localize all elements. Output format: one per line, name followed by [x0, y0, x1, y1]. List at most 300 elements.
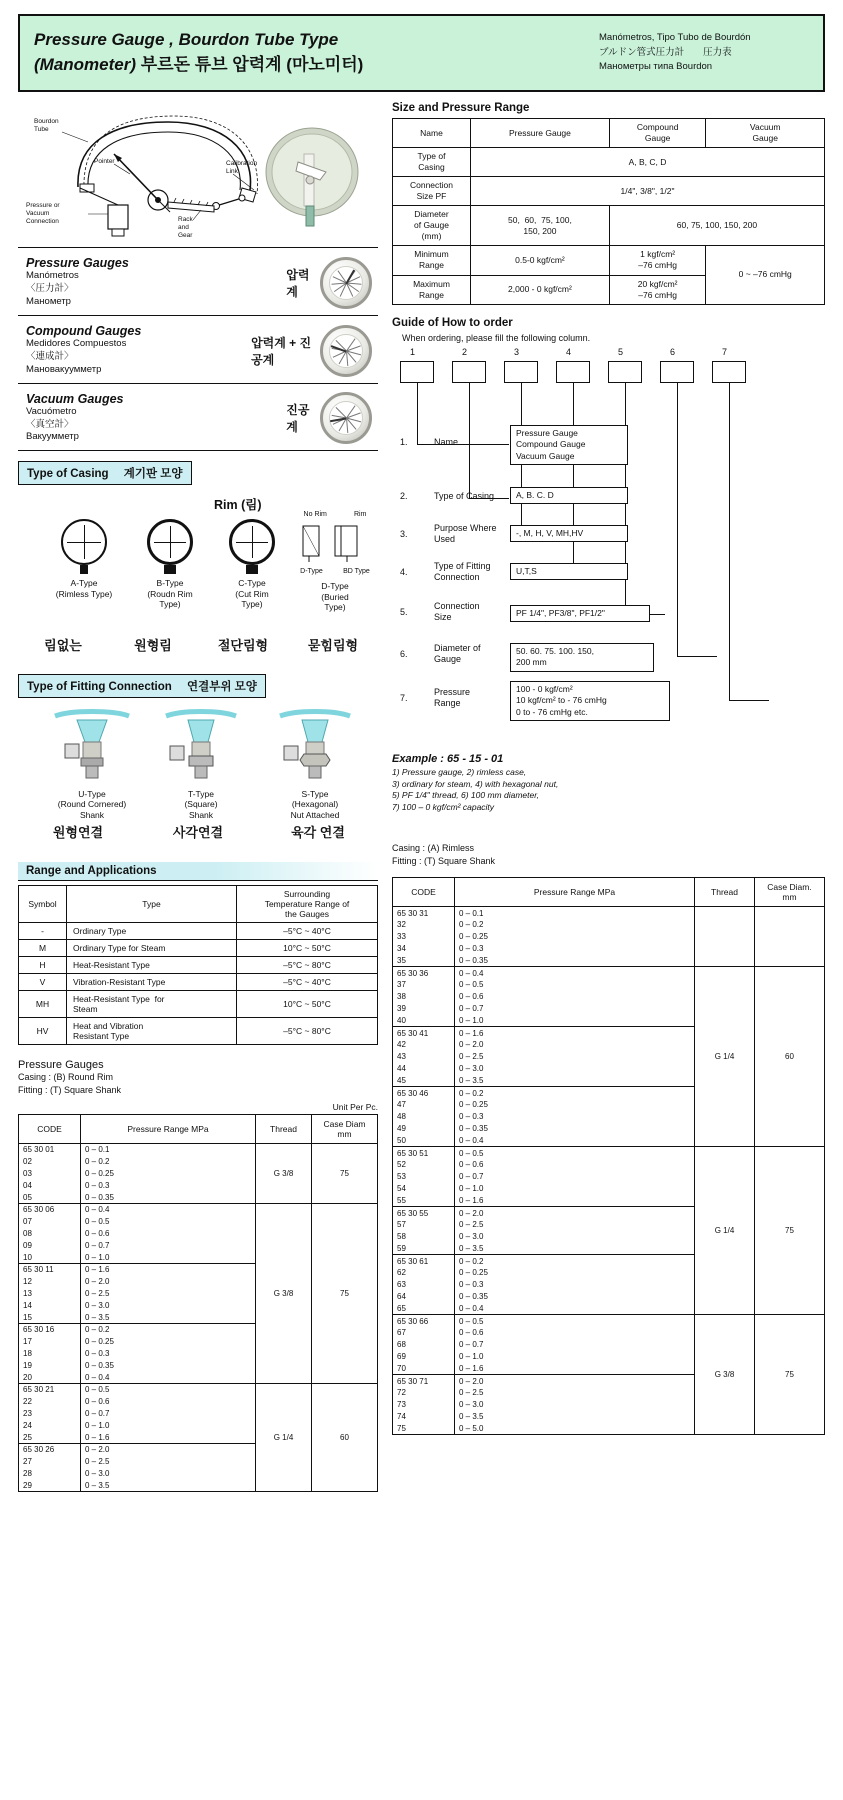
col-pressure-gauge: Pressure Gauge — [471, 119, 610, 148]
order-input-box-7[interactable] — [712, 361, 746, 383]
cell-case-diameter — [755, 907, 825, 967]
cell-connection-size: 1/4", 3/8", 1/2" — [471, 177, 825, 206]
cell-pressure-range: 0 – 2.0 — [455, 1039, 695, 1051]
cell-symbol: V — [19, 974, 67, 991]
table-row — [393, 177, 825, 206]
cell-pressure-range: 0 – 0.25 — [455, 1099, 695, 1111]
cell-code: 40 — [393, 1015, 455, 1027]
gauge-subtitles: Medidores Compuestos 〈連成計〉 Мановакуумметр — [26, 338, 127, 375]
cell-pressure-range: 0 – 3.5 — [81, 1480, 256, 1492]
cell-code: 25 — [19, 1432, 81, 1444]
cell-pressure-range: 0 – 0.2 — [455, 1255, 695, 1267]
cell-code: 73 — [393, 1399, 455, 1411]
cell-casing-types: A, B, C, D — [471, 148, 825, 177]
cell-pressure-range: 0 – 0.6 — [81, 1396, 256, 1408]
cell-code: 35 — [393, 955, 455, 967]
left-table-casing: Casing : (B) Round Rim — [18, 1072, 114, 1082]
cell-code: 27 — [19, 1456, 81, 1468]
cell-pressure-range: 0 – 0.2 — [455, 1087, 695, 1099]
gauge-photo-compound — [320, 325, 372, 377]
header-title-line2-en: (Manometer) — [34, 55, 137, 74]
cell-min-compound: 1 kgf/cm² –76 cmHg — [609, 246, 706, 275]
order-row-value-diameter: 50. 60. 75. 100. 150, 200 mm — [510, 643, 654, 672]
cell-pressure-range: 0 – 3.5 — [455, 1411, 695, 1423]
cell-symbol: MH — [19, 991, 67, 1018]
casing-types-group — [18, 489, 378, 664]
cell-code: 65 30 61 — [393, 1255, 455, 1267]
casing-type-b-caption: B-Type (Roudn Rim Type) — [147, 578, 193, 610]
order-row-value-casing: A, B. C. D — [510, 487, 628, 504]
cell-code: 47 — [393, 1099, 455, 1111]
casing-kor-c: 절단림형 — [217, 638, 269, 653]
order-input-box-3[interactable] — [504, 361, 538, 383]
cell-pressure-range: 0 – 0.25 — [81, 1336, 256, 1348]
order-num-7: 7 — [722, 346, 728, 357]
cell-code: 32 — [393, 919, 455, 931]
cell-temp: –5°C ~ 80°C — [237, 1018, 378, 1045]
table-row — [393, 907, 825, 919]
cell-code: 10 — [19, 1252, 81, 1264]
right-code-body — [393, 907, 825, 1435]
cell-pressure-range: 0 – 2.0 — [81, 1444, 256, 1456]
header-title-block — [34, 28, 363, 77]
order-row-label-pressure-range: Pressure Range — [434, 686, 471, 709]
cell-max-pressure: 2,000 - 0 kgf/cm² — [471, 275, 610, 304]
cell-thread: G 3/8 — [695, 1315, 755, 1435]
fitting-t-caption: T-Type (Square) Shank — [184, 788, 218, 820]
order-num-1: 1 — [410, 346, 416, 357]
cell-code: 55 — [393, 1195, 455, 1207]
cell-code: 65 30 66 — [393, 1315, 455, 1327]
cell-case-diameter: 75 — [755, 1147, 825, 1315]
section-range-applications: Range and Applications — [18, 862, 378, 881]
cell-pressure-range: 0 – 3.0 — [81, 1300, 256, 1312]
cell-temp: –5°C ~ 80°C — [237, 957, 378, 974]
cell-code: 65 30 26 — [19, 1444, 81, 1456]
cell-pressure-range: 0 – 0.7 — [455, 1339, 695, 1351]
bourdon-diagram-svg — [18, 102, 378, 247]
cell-pressure-range: 0 – 2.5 — [455, 1387, 695, 1399]
cell-code: 15 — [19, 1312, 81, 1324]
cell-code: 38 — [393, 991, 455, 1003]
cell-pressure-range: 0 – 0.7 — [455, 1171, 695, 1183]
cell-pressure-range: 0 – 0.35 — [455, 955, 695, 967]
order-row-num-6: 6. — [400, 648, 408, 659]
casing-type-c-caption: C-Type (Cut Rim Type) — [235, 578, 269, 610]
page-header — [18, 14, 825, 92]
cell-temp: 10°C ~ 50°C — [237, 991, 378, 1018]
cell-code: 08 — [19, 1228, 81, 1240]
fitting-types-group — [18, 702, 378, 852]
col-thread: Thread — [256, 1115, 312, 1144]
cell-vacuum-range: 0 ~ –76 cmHg — [706, 246, 825, 304]
cell-code: 19 — [19, 1360, 81, 1372]
table-row — [19, 1204, 378, 1216]
cell-code: 69 — [393, 1351, 455, 1363]
cell-code: 13 — [19, 1288, 81, 1300]
table-row — [19, 923, 378, 940]
order-input-box-4[interactable] — [556, 361, 590, 383]
cell-pressure-range: 0 – 0.3 — [455, 943, 695, 955]
cell-code: 65 — [393, 1303, 455, 1315]
cell-pressure-range: 0 – 0.35 — [81, 1192, 256, 1204]
order-row-num-5: 5. — [400, 606, 408, 617]
row-label-connection-size: Connection Size PF — [393, 177, 471, 206]
row-label-max-range: Maximum Range — [393, 275, 471, 304]
table-row — [19, 974, 378, 991]
cell-code: 65 30 01 — [19, 1144, 81, 1156]
left-column — [18, 102, 378, 1492]
header-russian: Манометры типа Bourdon — [599, 61, 713, 73]
order-input-box-2[interactable] — [452, 361, 486, 383]
table-row — [393, 1315, 825, 1327]
order-row-label-casing: Type of Casing — [434, 490, 495, 501]
casing-type-a — [42, 519, 126, 599]
gauge-photo-pressure — [320, 257, 372, 309]
cell-pressure-range: 0 – 0.7 — [81, 1408, 256, 1420]
cell-code: 23 — [19, 1408, 81, 1420]
order-row-value-name: Pressure Gauge Compound Gauge Vacuum Gauge — [510, 425, 628, 465]
cell-pressure-range: 0 – 0.2 — [81, 1156, 256, 1168]
cell-pressure-range: 0 – 0.2 — [455, 919, 695, 931]
col-temp-range: Surrounding Temperature Range of the Gauges — [237, 886, 378, 923]
gauge-title: Compound Gauges — [26, 324, 142, 339]
casing-type-a-caption: A-Type (Rimless Type) — [55, 578, 113, 599]
order-row-value-pressure-range: 100 - 0 kgf/cm² 10 kgf/cm² to - 76 cmHg 0 to - 76 cmHg etc. — [510, 681, 670, 721]
col-thread: Thread — [695, 878, 755, 907]
cell-code: 37 — [393, 979, 455, 991]
cell-code: 64 — [393, 1291, 455, 1303]
cell-case-diameter: 75 — [755, 1315, 825, 1435]
cell-type: Ordinary Type — [67, 923, 237, 940]
cell-code: 65 30 36 — [393, 967, 455, 979]
order-guide-diagram — [392, 347, 825, 747]
cell-code: 65 30 21 — [19, 1384, 81, 1396]
fitting-label-kr: 연결부위 모양 — [187, 681, 257, 693]
cell-pressure-range: 0 – 0.4 — [81, 1204, 256, 1216]
cell-pressure-range: 0 – 0.4 — [455, 967, 695, 979]
content-columns — [18, 102, 825, 1492]
cell-pressure-range: 0 – 0.25 — [81, 1168, 256, 1180]
cell-pressure-range: 0 – 2.0 — [81, 1276, 256, 1288]
fitting-type-s — [254, 708, 376, 821]
range-applications-body — [19, 923, 378, 1045]
cell-pressure-range: 0 – 0.2 — [81, 1324, 256, 1336]
cell-pressure-range: 0 – 0.25 — [455, 931, 695, 943]
cell-pressure-range: 0 – 0.6 — [455, 991, 695, 1003]
cell-pressure-range: 0 – 1.0 — [81, 1252, 256, 1264]
cell-code: 65 30 16 — [19, 1324, 81, 1336]
cell-code: 62 — [393, 1267, 455, 1279]
order-input-box-1[interactable] — [400, 361, 434, 383]
order-num-2: 2 — [462, 346, 468, 357]
cell-type: Ordinary Type for Steam — [67, 940, 237, 957]
section-type-of-fitting — [18, 674, 266, 698]
cell-symbol: M — [19, 940, 67, 957]
casing-korean-row — [18, 635, 378, 654]
cell-code: 74 — [393, 1411, 455, 1423]
size-table-body — [393, 148, 825, 305]
cell-code: 29 — [19, 1480, 81, 1492]
s-type-icon — [260, 708, 370, 786]
row-label-min-range: Minimum Range — [393, 246, 471, 275]
cell-pressure-range: 0 – 0.7 — [81, 1240, 256, 1252]
order-input-box-5[interactable] — [608, 361, 642, 383]
right-code-table — [392, 877, 825, 1435]
table-row — [19, 957, 378, 974]
order-num-5: 5 — [618, 346, 624, 357]
casing-type-c — [210, 519, 294, 610]
cell-code: 43 — [393, 1051, 455, 1063]
cell-pressure-range: 0 – 1.0 — [455, 1183, 695, 1195]
gauge-korean-label: 압력계 + 진공계 — [251, 335, 312, 367]
cell-case-diameter: 60 — [312, 1384, 378, 1492]
cell-pressure-range: 0 – 1.6 — [81, 1264, 256, 1276]
cell-code: 18 — [19, 1348, 81, 1360]
header-spanish: Manómetros, Tipo Tubo de Bourdón — [599, 31, 751, 43]
cell-code: 65 30 06 — [19, 1204, 81, 1216]
bourdon-tube-diagram — [18, 102, 378, 247]
cell-type: Heat-Resistant Type for Steam — [67, 991, 237, 1018]
row-label-type-of-casing: Type of Casing — [393, 148, 471, 177]
order-row-num-4: 4. — [400, 566, 408, 577]
cell-pressure-range: 0 – 0.35 — [81, 1360, 256, 1372]
cell-pressure-range: 0 – 0.3 — [81, 1348, 256, 1360]
size-table-title: Size and Pressure Range — [392, 102, 530, 114]
cell-case-diameter: 75 — [312, 1204, 378, 1384]
cell-pressure-range: 0 – 0.5 — [455, 1147, 695, 1159]
cell-pressure-range: 0 – 1.6 — [81, 1432, 256, 1444]
cell-type: Vibration-Resistant Type — [67, 974, 237, 991]
col-symbol: Symbol — [19, 886, 67, 923]
cell-code: 65 30 55 — [393, 1207, 455, 1219]
cell-temp: –5°C ~ 40°C — [237, 923, 378, 940]
header-title-line2-kr: 부르돈 튜브 압력계 (마노미터) — [140, 55, 364, 74]
casing-kor-b: 원형림 — [134, 638, 172, 653]
diagram-label-rack-and-gear: Rack and Gear — [178, 216, 193, 240]
order-example-note: 1) Pressure gauge, 2) rimless case, 3) ordinary for steam, 4) with hexagonal nut, 5) PF 1/4" thread, 6) 100 mm diameter, 7) 100 – 0 kgf/cm² capacity — [392, 766, 559, 813]
cell-code: 44 — [393, 1063, 455, 1075]
casing-kor-d: 묻힘림형 — [307, 638, 359, 653]
u-type-icon — [37, 708, 147, 786]
cell-code: 12 — [19, 1276, 81, 1288]
cell-pressure-range: 0 – 1.0 — [455, 1015, 695, 1027]
cell-pressure-range: 0 – 2.0 — [455, 1375, 695, 1387]
cell-code: 75 — [393, 1423, 455, 1435]
gauge-subtitles: Vacuómetro 〈真空計〉 Вакуумметр — [26, 405, 79, 443]
cell-pressure-range: 0 – 1.6 — [455, 1363, 695, 1375]
cell-pressure-range: 0 – 5.0 — [455, 1423, 695, 1435]
cell-pressure-range: 0 – 3.0 — [81, 1468, 256, 1480]
casing-type-d — [290, 511, 380, 613]
order-row-num-7: 7. — [400, 692, 408, 703]
table-header-row — [393, 878, 825, 907]
gauge-block-vacuum — [18, 383, 378, 451]
cell-pressure-range: 0 – 3.5 — [455, 1243, 695, 1255]
order-row-num-1: 1. — [400, 436, 408, 447]
order-num-3: 3 — [514, 346, 520, 357]
cell-pressure-range: 0 – 0.5 — [455, 1315, 695, 1327]
cell-pressure-range: 0 – 0.4 — [455, 1135, 695, 1147]
order-row-label-fitting: Type of Fitting Connection — [434, 560, 491, 583]
rim-label: Rim (림) — [214, 498, 262, 512]
cell-diameter-pressure: 50, 60, 75, 100, 150, 200 — [471, 206, 610, 246]
cell-thread: G 1/4 — [256, 1384, 312, 1492]
cell-temp: –5°C ~ 40°C — [237, 974, 378, 991]
table-header-row — [19, 1115, 378, 1144]
cell-case-diameter: 75 — [312, 1144, 378, 1204]
cell-code: 70 — [393, 1363, 455, 1375]
section-label-en: Type of Casing — [27, 468, 109, 480]
cell-code: 17 — [19, 1336, 81, 1348]
cell-pressure-range: 0 – 0.6 — [455, 1159, 695, 1171]
gauge-block-compound — [18, 315, 378, 383]
cell-code: 58 — [393, 1231, 455, 1243]
table-row — [19, 991, 378, 1018]
cell-thread: G 1/4 — [695, 967, 755, 1147]
col-type: Type — [67, 886, 237, 923]
casing-d-rim-label: Rim — [353, 511, 367, 518]
fitting-type-u — [32, 708, 152, 821]
cell-code: 39 — [393, 1003, 455, 1015]
cell-pressure-range: 0 – 2.5 — [81, 1456, 256, 1468]
cell-min-pressure: 0.5-0 kgf/cm² — [471, 246, 610, 275]
cell-pressure-range: 0 – 1.6 — [455, 1195, 695, 1207]
cell-code: 63 — [393, 1279, 455, 1291]
cell-pressure-range: 0 – 0.3 — [455, 1279, 695, 1291]
table-header-row — [19, 886, 378, 923]
cell-code: 65 30 46 — [393, 1087, 455, 1099]
cell-max-compound: 20 kgf/cm² –76 cmHg — [609, 275, 706, 304]
cell-pressure-range: 0 – 0.7 — [455, 1003, 695, 1015]
order-row-num-3: 3. — [400, 528, 408, 539]
cell-code: 67 — [393, 1327, 455, 1339]
cell-diameter-compound-vacuum: 60, 75, 100, 150, 200 — [609, 206, 824, 246]
table-row — [19, 1384, 378, 1396]
cell-code: 50 — [393, 1135, 455, 1147]
cell-pressure-range: 0 – 3.0 — [455, 1063, 695, 1075]
order-row-label-diameter: Diameter of Gauge — [434, 642, 481, 665]
cell-pressure-range: 0 – 1.0 — [81, 1420, 256, 1432]
casing-d-type-small: D-Type — [300, 568, 323, 576]
table-row — [393, 1147, 825, 1159]
section-label-kr: 계기판 모양 — [123, 468, 183, 480]
fitting-type-t — [146, 708, 256, 821]
gauge-title: Pressure Gauges — [26, 256, 129, 271]
size-pressure-range-table — [392, 118, 825, 305]
col-pressure-range: Pressure Range MPa — [81, 1115, 256, 1144]
gauge-korean-label: 진공계 — [286, 403, 310, 434]
order-input-box-6[interactable] — [660, 361, 694, 383]
table-row — [19, 1144, 378, 1156]
cell-code: 65 30 41 — [393, 1027, 455, 1039]
cell-code: 65 30 11 — [19, 1264, 81, 1276]
cell-code: 45 — [393, 1075, 455, 1087]
right-column — [378, 102, 825, 1492]
cell-thread — [695, 907, 755, 967]
cell-pressure-range: 0 – 0.1 — [455, 907, 695, 919]
cell-pressure-range: 0 – 0.5 — [81, 1384, 256, 1396]
casing-type-b — [128, 519, 212, 610]
cell-code: 28 — [19, 1468, 81, 1480]
cell-pressure-range: 0 – 3.0 — [455, 1231, 695, 1243]
gauge-subtitles: Manómetros 〈圧力計〉 Манометр — [26, 270, 79, 307]
cell-pressure-range: 0 – 2.5 — [455, 1051, 695, 1063]
diagram-label-pointer: Pointer — [94, 158, 115, 165]
cell-code: 05 — [19, 1192, 81, 1204]
cell-pressure-range: 0 – 0.4 — [81, 1372, 256, 1384]
cell-pressure-range: 0 – 1.0 — [455, 1351, 695, 1363]
order-row-num-2: 2. — [400, 490, 408, 501]
table-row — [393, 246, 825, 275]
cell-code: 04 — [19, 1180, 81, 1192]
col-name: Name — [393, 119, 471, 148]
cell-pressure-range: 0 – 0.5 — [81, 1216, 256, 1228]
left-code-table — [18, 1114, 378, 1492]
diagram-label-bourdon-tube: Bourdon Tube — [34, 118, 59, 134]
cell-pressure-range: 0 – 0.3 — [455, 1111, 695, 1123]
gauge-photo-vacuum — [320, 392, 372, 444]
cell-pressure-range: 0 – 0.35 — [455, 1123, 695, 1135]
casing-kor-a: 림없는 — [44, 638, 82, 653]
fitting-korean-row — [18, 822, 378, 841]
order-guide-note: When ordering, please fill the following column. — [402, 332, 591, 343]
row-label-diameter: Diameter of Gauge (mm) — [393, 206, 471, 246]
fitting-kor-s: 육각 연결 — [291, 825, 345, 840]
cell-code: 49 — [393, 1123, 455, 1135]
cell-code: 42 — [393, 1039, 455, 1051]
table-row — [19, 940, 378, 957]
cell-code: 65 30 71 — [393, 1375, 455, 1387]
col-pressure-range: Pressure Range MPa — [455, 878, 695, 907]
cell-code: 14 — [19, 1300, 81, 1312]
order-row-label-purpose: Purpose Where Used — [434, 522, 497, 545]
table-row — [393, 967, 825, 979]
cell-code: 33 — [393, 931, 455, 943]
cell-code: 57 — [393, 1219, 455, 1231]
example-code: 65 - 15 - 01 — [447, 752, 504, 765]
cell-code: 09 — [19, 1240, 81, 1252]
casing-type-d-caption: D-Type (Buried Type) — [321, 581, 349, 613]
cell-temp: 10°C ~ 50°C — [237, 940, 378, 957]
cell-pressure-range: 0 – 3.0 — [455, 1399, 695, 1411]
order-guide-title: Guide of How to order — [392, 316, 513, 329]
cell-code: 20 — [19, 1372, 81, 1384]
col-compound-gauge: Compound Gauge — [609, 119, 706, 148]
order-row-label-connection-size: Connection Size — [434, 600, 480, 623]
cell-symbol: - — [19, 923, 67, 940]
cell-code: 53 — [393, 1171, 455, 1183]
order-num-4: 4 — [566, 346, 572, 357]
col-code: CODE — [393, 878, 455, 907]
order-example — [392, 753, 825, 765]
gauge-korean-label: 압력계 — [286, 267, 310, 299]
order-row-label-name: Name — [434, 436, 459, 447]
casing-bd-type-small: BD Type — [343, 568, 370, 576]
col-case-diam: Case Diam. mm — [755, 878, 825, 907]
order-num-6: 6 — [670, 346, 676, 357]
gauge-block-pressure — [18, 247, 378, 315]
cell-code: 22 — [19, 1396, 81, 1408]
cell-pressure-range: 0 – 3.5 — [81, 1312, 256, 1324]
cell-code: 24 — [19, 1420, 81, 1432]
header-japanese: ブルドン管式圧力計 圧力表 — [599, 46, 732, 58]
table-row — [19, 1018, 378, 1045]
cell-code: 48 — [393, 1111, 455, 1123]
left-table-title: Pressure Gauges — [18, 1059, 104, 1071]
section-type-of-casing — [18, 461, 192, 485]
fitting-kor-t: 사각연결 — [172, 825, 224, 840]
